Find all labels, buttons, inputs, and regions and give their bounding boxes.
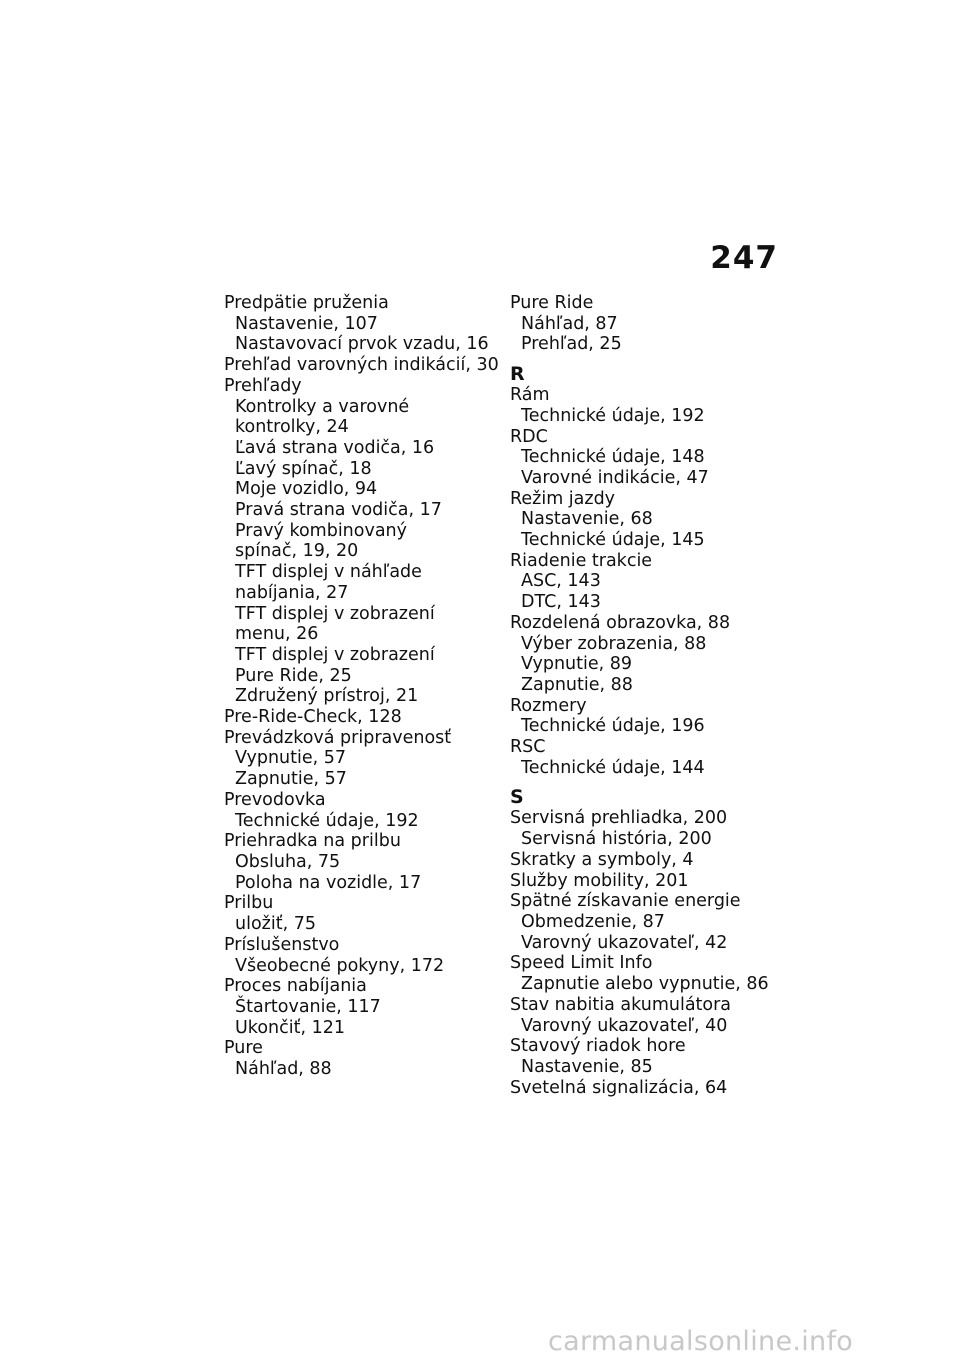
index-subentry: Ľavá strana vodiča, 16 [235,437,435,458]
index-entry: Spätné získavanie energie [510,891,741,912]
index-subentry: Obmedzenie, 87 [521,911,665,932]
index-entry: Rozdelená obrazovka, 88 [510,612,731,633]
index-subentry: Vypnutie, 89 [521,654,633,675]
index-subentry: Všeobecné pokyny, 172 [235,955,445,976]
index-subentry: spínač, 19, 20 [235,541,359,562]
index-subentry: Zapnutie alebo vypnutie, 86 [521,974,769,995]
index-subentry: Pure Ride, 25 [235,665,352,686]
index-entry: Služby mobility, 201 [510,870,689,891]
index-subentry: Ľavý spínač, 18 [235,458,372,479]
index-subentry: Prehľad, 25 [521,334,622,355]
index-subentry: Náhľad, 87 [521,313,618,334]
index-subentry: Varovný ukazovateľ, 40 [521,1015,728,1036]
index-entry: Predpätie pruženia [224,293,389,313]
index-subentry: Nastavenie, 85 [521,1056,653,1077]
index-subentry: Pravá strana vodiča, 17 [235,500,442,521]
index-subentry: Obsluha, 75 [235,851,341,872]
index-entry: Skratky a symboly, 4 [510,849,694,870]
index-subentry: kontrolky, 24 [235,417,349,438]
index-subentry: TFT displej v náhľade [235,562,422,583]
index-subentry: Zapnutie, 57 [235,769,347,790]
index-subentry: Technické údaje, 144 [521,757,705,778]
index-subentry: Náhľad, 88 [235,1059,332,1080]
index-subentry: Nastavenie, 68 [521,509,653,530]
index-subentry: Vypnutie, 57 [235,748,347,769]
index-subentry: TFT displej v zobrazení [235,644,435,665]
index-entry: RSC [510,737,546,758]
index-entry: Prevádzková pripravenosť [224,727,452,748]
index-subentry: Servisná história, 200 [521,829,712,850]
index-subentry: Pravý kombinovaný [235,520,408,541]
page-number: 247 [710,240,778,276]
index-entry: Prehľady [224,375,302,396]
index-column-right [510,293,790,1098]
index-subentry: Varovný ukazovateľ, 42 [521,932,728,953]
index-entry: Pure Ride [510,293,594,313]
index-subentry: Zapnutie, 88 [521,674,633,695]
index-subentry: Nastavovací prvok vzadu, 16 [235,334,489,355]
index-subentry: Technické údaje, 145 [521,530,705,551]
index-subentry: Varovné indikácie, 47 [521,467,709,488]
index-subentry: Technické údaje, 192 [235,810,419,831]
index-subentry: menu, 26 [235,624,319,645]
index-entry: Svetelná signalizácia, 64 [510,1077,728,1098]
index-subentry: Technické údaje, 192 [521,405,705,426]
index-subentry: Poloha na vozidle, 17 [235,872,422,893]
index-subentry: Výber zobrazenia, 88 [521,633,707,654]
index-subentry: Ukončiť, 121 [235,1017,345,1038]
index-entry: Speed Limit Info [510,953,653,974]
index-subentry: DTC, 143 [521,592,601,613]
index-entry: Rozmery [510,695,587,716]
index-entry: Servisná prehliadka, 200 [510,808,728,829]
index-entry: Prilbu [224,893,274,914]
index-entry: Pure [224,1038,263,1059]
index-section-letter: S [510,786,524,809]
index-section-letter: R [510,363,525,386]
index-entry: Stavový riadok hore [510,1036,686,1057]
index-subentry: Nastavenie, 107 [235,313,378,334]
index-subentry: nabíjania, 27 [235,582,349,603]
index-entry: Rám [510,385,550,406]
watermark: carmanualsonline.info [548,1326,854,1357]
index-entry: Proces nabíjania [224,976,367,997]
index-entry: Priehradka na prilbu [224,831,401,852]
index-subentry: Technické údaje, 148 [521,447,705,468]
index-subentry: ASC, 143 [521,571,601,592]
index-subentry: TFT displej v zobrazení [235,603,435,624]
index-column-left [224,293,504,1080]
index-subentry: Štartovanie, 117 [235,996,381,1017]
index-subentry: Technické údaje, 196 [521,716,705,737]
index-entry: Režim jazdy [510,488,616,509]
index-subentry: Združený prístroj, 21 [235,686,419,707]
index-entry: RDC [510,426,548,447]
index-subentry: uložiť, 75 [235,914,316,935]
index-entry: Riadenie trakcie [510,550,653,571]
index-entry: Pre-Ride-Check, 128 [224,707,402,728]
index-subentry: Kontrolky a varovné [235,396,410,417]
index-entry: Príslušenstvo [224,934,340,955]
index-entry: Stav nabitia akumulátora [510,994,732,1015]
index-entry: Prevodovka [224,789,326,810]
index-subentry: Moje vozidlo, 94 [235,479,378,500]
index-entry: Prehľad varovných indikácií, 30 [224,355,499,376]
